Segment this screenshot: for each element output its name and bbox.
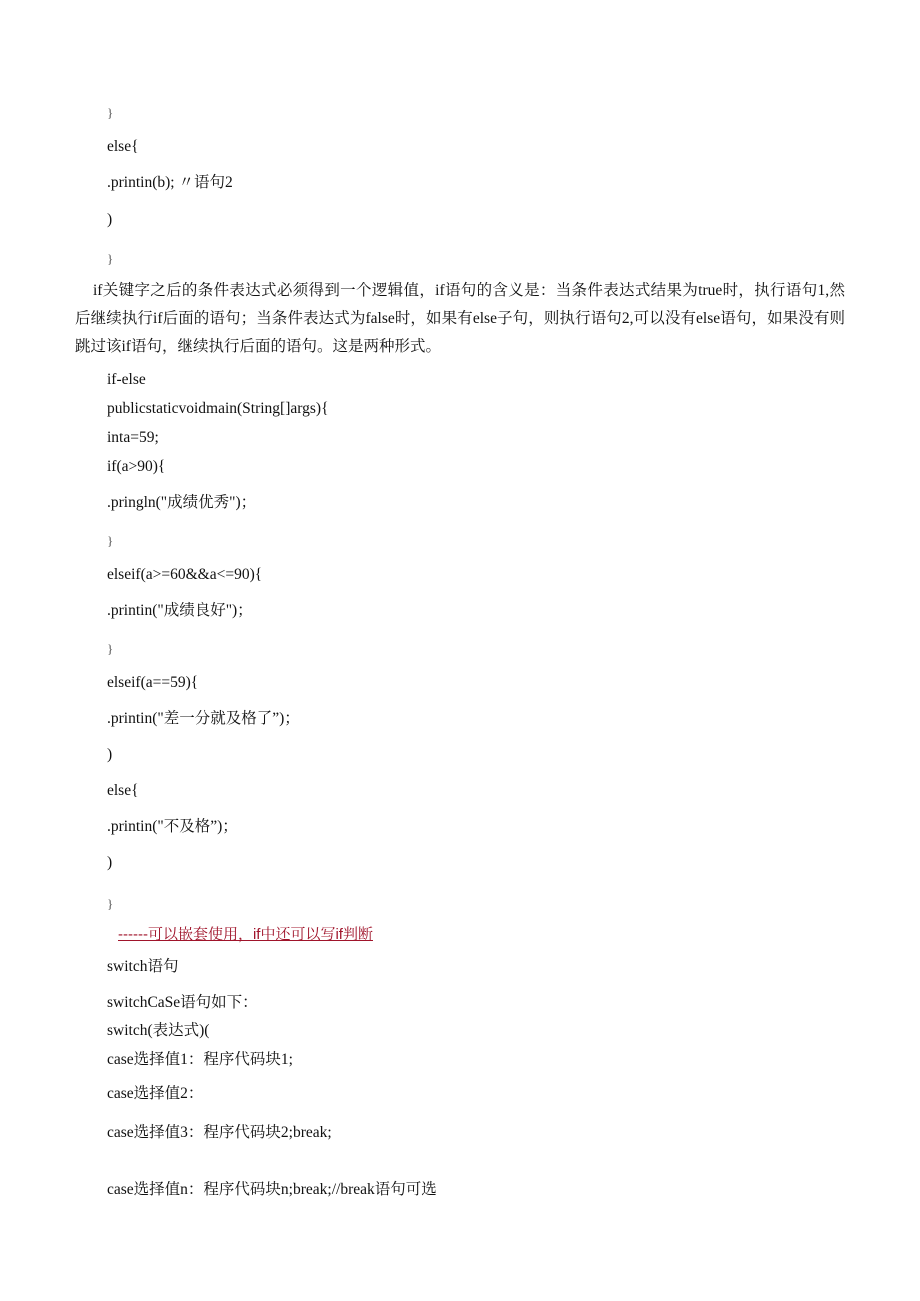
code-line: .printin("成绩良好")；: [107, 602, 253, 619]
code-line-else: else{: [107, 138, 139, 155]
nested-usage-note: ------可以嵌套使用，if中还可以写if判断: [118, 926, 373, 943]
explanation-paragraph: if关键字之后的条件表达式必须得到一个逻辑值，if语句的含义是：当条件表达式结果为true时，执行语句1,然后继续执行if后面的语句；当条件表达式为false时，如果有else子句，则执行语句2,可以没有else语句，如果没有则跳过该if语句，继续执行后面的语句。这是两种形式。: [75, 282, 845, 355]
code-line: ): [107, 854, 113, 871]
switch-line: case选择值1：程序代码块1;: [107, 1051, 293, 1068]
code-line-print-b: .printin(b); 〃语句2: [107, 174, 233, 191]
code-line: elseif(a>=60&&a<=90){: [107, 566, 263, 583]
code-line: publicstaticvoidmain(String[]args){: [107, 400, 329, 417]
code-line-close-paren: ): [107, 211, 113, 228]
code-line: }: [107, 896, 114, 911]
switch-line: switch语句: [107, 958, 179, 975]
code-line: inta=59;: [107, 429, 159, 446]
code-line-close-brace: }: [107, 105, 114, 120]
code-line-close-brace: }: [107, 251, 114, 266]
switch-line: case选择值n：程序代码块n;break;//break语句可选: [107, 1181, 437, 1198]
code-line: .printin("不及格”)；: [107, 818, 238, 835]
switch-line: case选择值3：程序代码块2;break;: [107, 1124, 332, 1141]
code-line: else{: [107, 782, 139, 799]
code-line: if-else: [107, 371, 146, 388]
code-line: .printin("差一分就及格了”)；: [107, 710, 300, 727]
switch-line: switch(表达式)(: [107, 1022, 210, 1039]
code-line: }: [107, 533, 114, 548]
code-line: ): [107, 746, 113, 763]
code-line: .pringln("成绩优秀")；: [107, 494, 257, 511]
switch-line: switchCaSe语句如下：: [107, 994, 258, 1011]
code-line: elseif(a==59){: [107, 674, 199, 691]
code-line: }: [107, 641, 114, 656]
code-line: if(a>90){: [107, 458, 166, 475]
switch-line: case选择值2：: [107, 1085, 204, 1102]
